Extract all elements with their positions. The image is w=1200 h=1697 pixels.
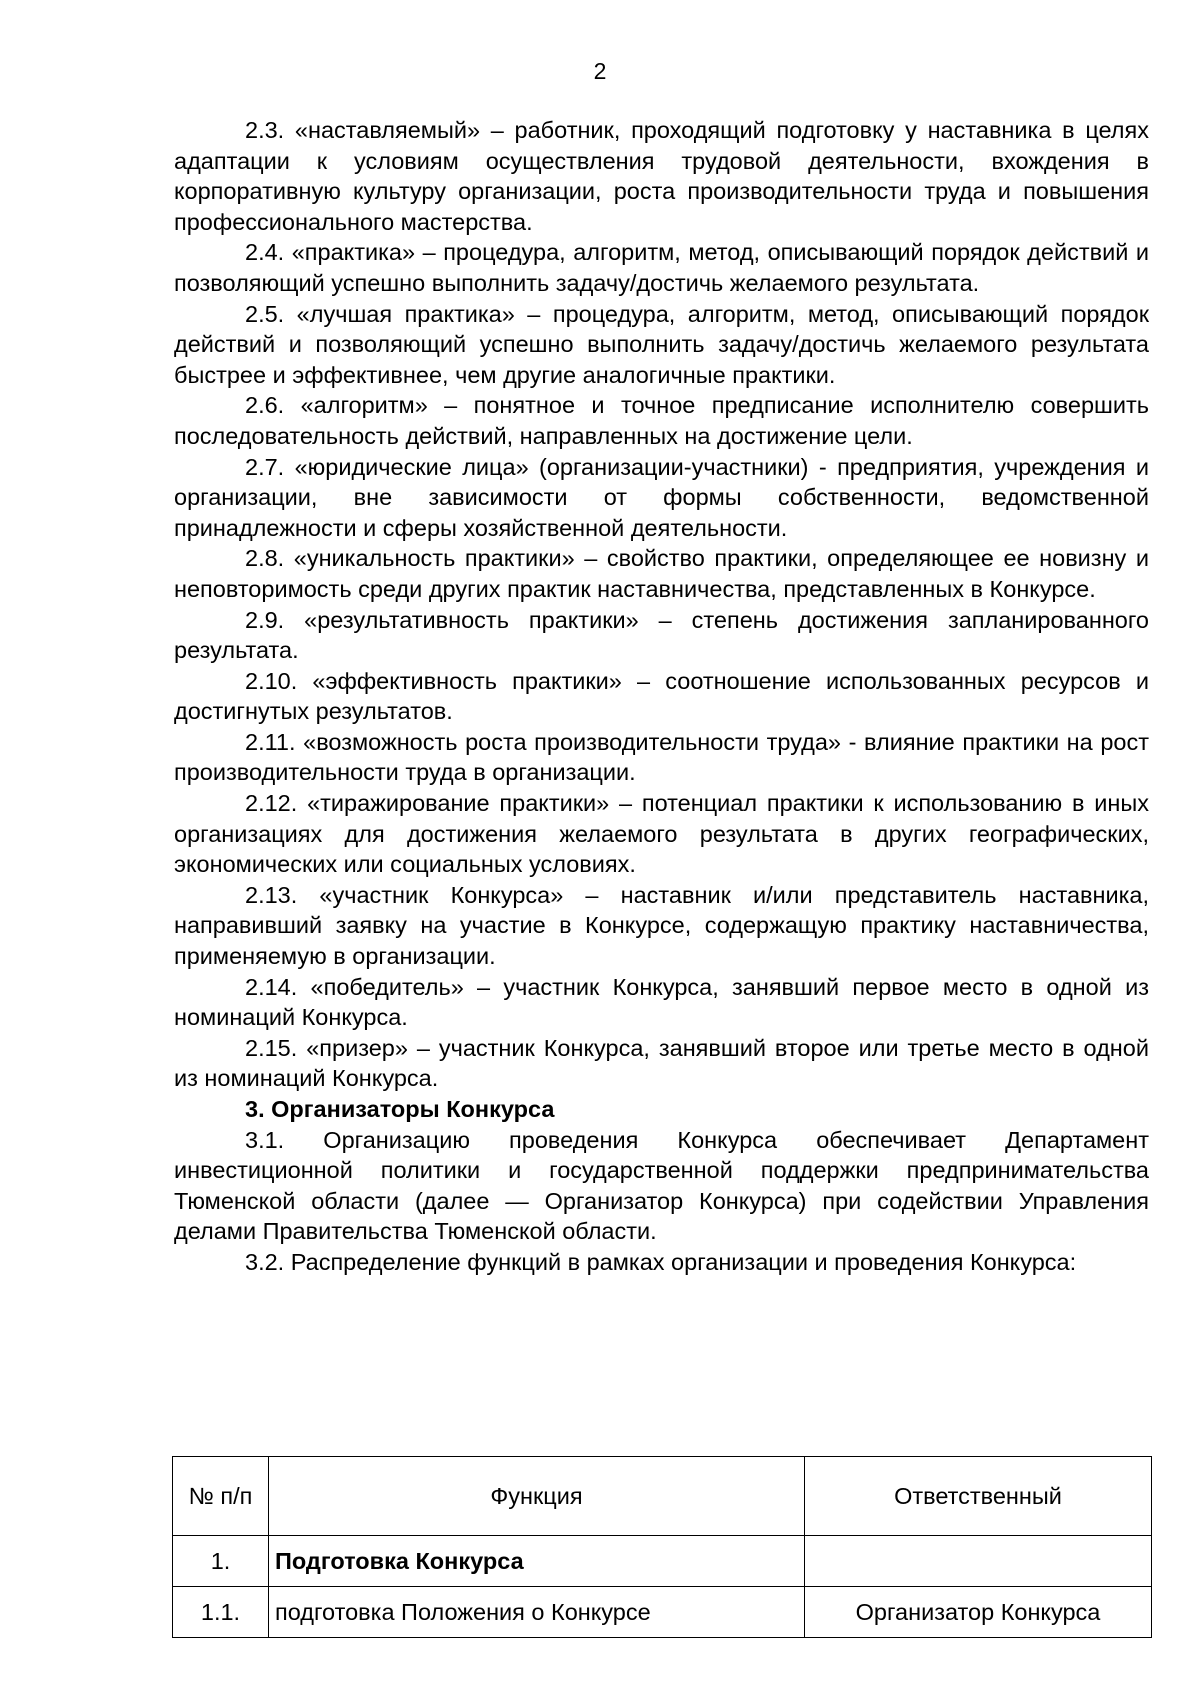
cell-num: 1. [173, 1536, 269, 1587]
paragraph-2-13: 2.13. «участник Конкурса» – наставник и/или представитель наставника, направивший заявку на участие в Конкурсе, содержащую практику наставничества, применяемую в организации. [174, 881, 1149, 970]
paragraph-2-8: 2.8. «уникальность практики» – свойство практики, определяющее ее новизну и неповторимость среди других практик наставничества, представленных в Конкурсе. [174, 545, 1149, 602]
paragraph-3-1: 3.1. Организацию проведения Конкурса обеспечивает Департамент инвестиционной политики и государственной поддержки предпринимательства Тюменской области (далее — Организатор Конкурса) при содействии Управления делами Правительства Тюменской области. [174, 1126, 1149, 1245]
paragraph-2-7: 2.7. «юридические лица» (организации-участники) - предприятия, учреждения и организации, вне зависимости от формы собственности, ведомственной принадлежности и сферы хозяйственной деятельности. [174, 453, 1149, 541]
cell-num: 1.1. [173, 1587, 269, 1638]
cell-function: подготовка Положения о Конкурсе [269, 1587, 805, 1638]
cell-function: Подготовка Конкурса [269, 1536, 805, 1587]
functions-table [172, 1456, 1152, 1638]
paragraph-3-2: 3.2. Распределение функций в рамках организации и проведения Конкурса: [245, 1248, 1077, 1275]
page-number: 2 [593, 58, 607, 84]
table-row [173, 1587, 1152, 1638]
cell-responsible: Организатор Конкурса [805, 1587, 1152, 1638]
paragraph-2-14: 2.14. «победитель» – участник Конкурса, занявший первое место в одной из номинаций Конкурса. [174, 973, 1149, 1031]
paragraph-2-12: 2.12. «тиражирование практики» – потенциал практики к использованию в иных организациях для достижения желаемого результата в других географических, экономических или социальных условиях. [174, 790, 1149, 878]
paragraph-2-6: 2.6. «алгоритм» – понятное и точное предписание исполнителю совершить последовательность действий, направленных на достижение цели. [174, 392, 1149, 449]
paragraph-2-9: 2.9. «результативность практики» – степень достижения запланированного результата. [174, 606, 1149, 664]
header-function: Функция [269, 1457, 805, 1536]
body-text [174, 115, 1149, 1278]
paragraph-2-4: 2.4. «практика» – процедура, алгоритм, метод, описывающий порядок действий и позволяющий успешно выполнить задачу/достичь желаемого результата. [174, 239, 1149, 296]
paragraph-2-5: 2.5. «лучшая практика» – процедура, алгоритм, метод, описывающий порядок действий и позволяющий успешно выполнить задачу/достичь желаемого результата быстрее и эффективнее, чем другие аналогичные практики. [174, 300, 1149, 388]
table-row [173, 1536, 1152, 1587]
header-responsible: Ответственный [805, 1457, 1152, 1536]
paragraph-2-3: 2.3. «наставляемый» – работник, проходящий подготовку у наставника в целях адаптации к условиям осуществления трудовой деятельности, вхождения в корпоративную культуру организации, роста производительности труда и повышения профессионального мастерства. [174, 117, 1149, 235]
cell-responsible [805, 1536, 1152, 1587]
table-header-row [173, 1457, 1152, 1536]
paragraph-2-10: 2.10. «эффективность практики» – соотношение использованных ресурсов и достигнутых результатов. [174, 667, 1149, 725]
header-num: № п/п [173, 1457, 269, 1536]
section-heading-3: 3. Организаторы Конкурса [245, 1096, 555, 1122]
paragraph-2-15: 2.15. «призер» – участник Конкурса, занявший второе или третье место в одной из номинаций Конкурса. [174, 1034, 1149, 1092]
paragraph-2-11: 2.11. «возможность роста производительности труда» - влияние практики на рост производительности труда в организации. [174, 728, 1149, 786]
